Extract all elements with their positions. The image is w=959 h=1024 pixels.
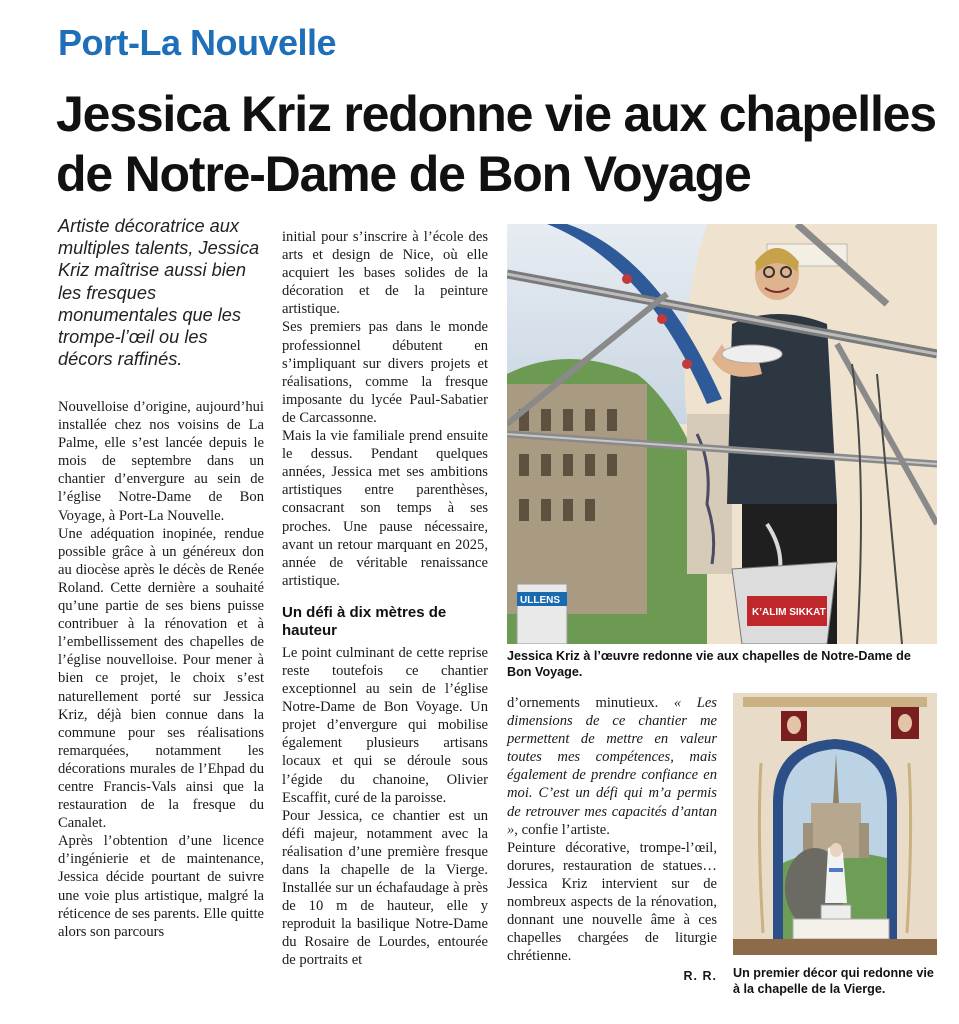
article-column-3 xyxy=(507,694,717,986)
paragraph: Nouvelloise d’origine, aujourd’hui installée chez nos voisins de La Palme, elle s’est lancée depuis le mois de septembre dans un chantier d’envergure au sein de l’église Notre-Dame de Bon Voyage, à Port-La Nouvelle. xyxy=(58,399,264,524)
article-lede: Artiste décoratrice aux multiples talents, Jessica Kriz maîtrise aussi bien les fresques monumentales que les trompe-l’œil ou les décors raffinés. xyxy=(58,216,260,370)
paragraph: Le point culminant de cette reprise reste toutefois ce chantier exceptionnel au sein de l’église Notre-Dame de Bon Voyage. Un projet d’envergure qui mobilise également plusieurs artisans locaux et qui se déroule sous l’égide du chanoine, Olivier Escaffit, curé de la paroisse. xyxy=(282,644,488,806)
article-headline: Jessica Kriz redonne vie aux chapelles de Notre-Dame de Bon Voyage xyxy=(56,86,936,202)
paragraph: Une adéquation inopinée, rendue possible grâce à un généreux don au diocèse après le décès de Renée Roland. Cette dernière a souhaité qu’une partie de ses biens puisse contribuer à la rénovation et à l’embellissement des chapelles de l’église nouvelloise. Pour mener à bien ce projet, le choix s’est naturellement porté sur Jessica Kriz, déjà bien connue dans la commune pour ses réalisations remarquées, notamment les décorations murales de l’Ehpad du centre Francis-Vals ainsi que la restauration de la fresque du Canalet. xyxy=(58,525,264,832)
article-subhead: Un défi à dix mètres de hauteur xyxy=(282,603,447,639)
article-column-2 xyxy=(282,228,488,970)
paragraph: initial pour s’inscrire à l’école des arts et design de Nice, où elle acquiert les bases solides de la décoration et de la peinture artistique. xyxy=(282,229,488,318)
author-signature: R. R. xyxy=(683,969,717,984)
artist-quote: « Les dimensions de ce chantier me permettent de mettre en valeur toutes mes compétences, mais également de prendre confiance en moi. C’est un défi qui m’a permis de retrouver mes capacités d’antan » xyxy=(507,695,717,838)
secondary-photo-caption: Un premier décor qui redonne vie à la chapelle de la Vierge. xyxy=(733,966,934,996)
paragraph: Pour Jessica, ce chantier est un défi majeur, notamment avec la réalisation d’une première fresque dans la chapelle de la Vierge. Installée sur un échafaudage à près de 10 m de hauteur, elle y reproduit la basilique Notre-Dame du Rosaire de Lourdes, entourée de portraits et xyxy=(282,807,488,969)
secondary-photo-illustration xyxy=(733,693,937,955)
paragraph xyxy=(507,694,717,839)
main-photo-illustration xyxy=(507,224,937,644)
paragraph-intro: d’ornements minutieux. xyxy=(507,695,659,711)
paragraph: Peinture décorative, trompe-l’œil, dorures, restauration de statues… Jessica Kriz intervient sur de nombreux aspects de la rénovation, donnant une nouvelle âme à ces chapelles chargées de liturgie chrétienne. xyxy=(507,839,717,965)
paragraph: Après l’obtention d’une licence d’ingénierie et de maintenance, Jessica décide pourtant de suivre une voie plus artistique, malgré la réticence de ses parents. Elle quitte alors son parcours xyxy=(58,833,264,940)
article-column-1 xyxy=(58,398,264,941)
main-photo-caption: Jessica Kriz à l’œuvre redonne vie aux chapelles de Notre-Dame de Bon Voyage. xyxy=(507,649,911,679)
bucket-label: K’ALIM SIKKAT xyxy=(752,607,826,618)
secondary-photo xyxy=(733,693,937,955)
section-kicker: Port-La Nouvelle xyxy=(58,22,337,63)
quote-attribution: , confie l’artiste. xyxy=(514,821,610,838)
paragraph: Ses premiers pas dans le monde professionnel débutent en s’impliquant sur divers projets et réalisations, comme la fresque imposante du lycée Paul-Sabatier de Carcassonne. xyxy=(282,319,488,426)
main-photo xyxy=(507,224,937,644)
paint-can-label: ULLENS xyxy=(520,595,560,606)
paragraph: Mais la vie familiale prend ensuite le dessus. Pendant quelques années, Jessica met ses ambitions artistiques entre parenthèses, consacrant son temps à ses proches. Une pause nécessaire, avant un retour marquant en 2025, année de véritable renaissance artistique. xyxy=(282,428,488,589)
